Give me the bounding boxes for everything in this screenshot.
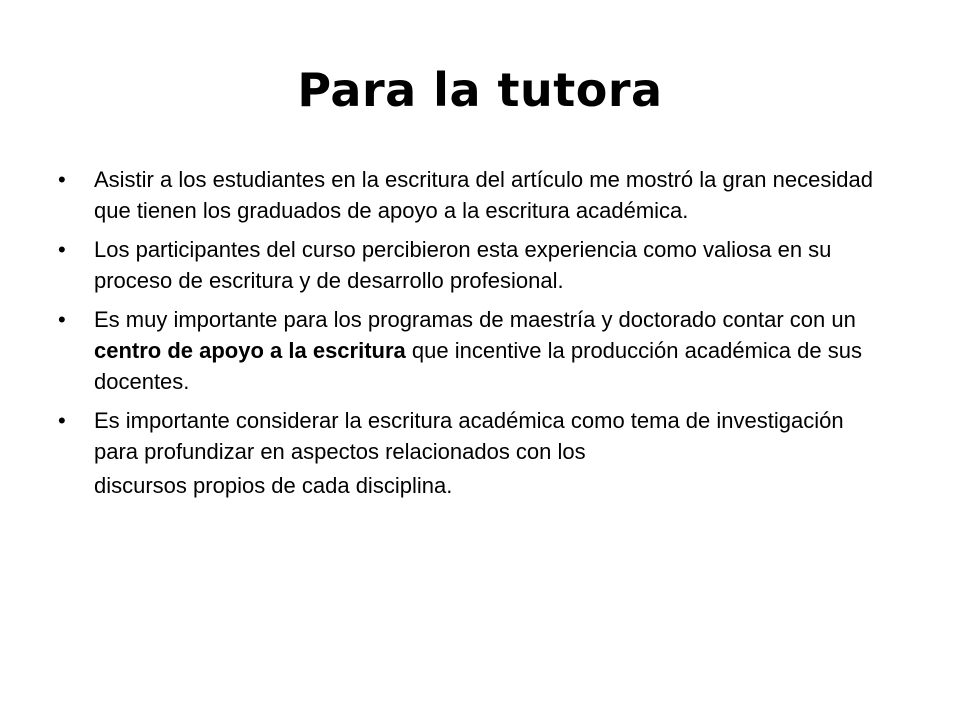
- bullet-item-3: [56, 304, 886, 397]
- bullet-icon: •: [58, 408, 66, 433]
- bullet-item-1: [56, 164, 886, 226]
- bullet-list: [56, 164, 886, 501]
- bullet-icon: •: [58, 237, 66, 262]
- bullet-icon: •: [58, 167, 66, 192]
- bullet-item-4: [56, 405, 886, 501]
- bullet-text-1: Asistir a los estudiantes en la escritura del artículo me mostró la gran necesidad que tienen los graduados de apoyo a la escritura académica.: [94, 167, 873, 223]
- bullet-text-3-end: que incentive la producción académica de sus docentes.: [94, 338, 862, 394]
- bullet-text-4-main: Es importante considerar la escritura académica como tema de investigación para profundizar en aspectos relacionados con los: [94, 408, 844, 464]
- bullet-text-4-last-line: discursos propios de cada disciplina.: [94, 473, 453, 498]
- slide-title: Para la tutora: [297, 63, 663, 117]
- bullet-text-3: [94, 307, 862, 394]
- bullet-text-3-start: Es muy importante para los programas de maestría y doctorado contar con un: [94, 307, 856, 332]
- bullet-icon: •: [58, 307, 66, 332]
- bullet-item-2: [56, 234, 886, 296]
- bullet-text-4: [94, 408, 844, 498]
- bullet-text-3-emphasis: centro de apoyo a la escritura: [94, 338, 406, 363]
- bullet-text-2: Los participantes del curso percibieron esta experiencia como valiosa en su proceso de escritura y de desarrollo profesional.: [94, 237, 832, 293]
